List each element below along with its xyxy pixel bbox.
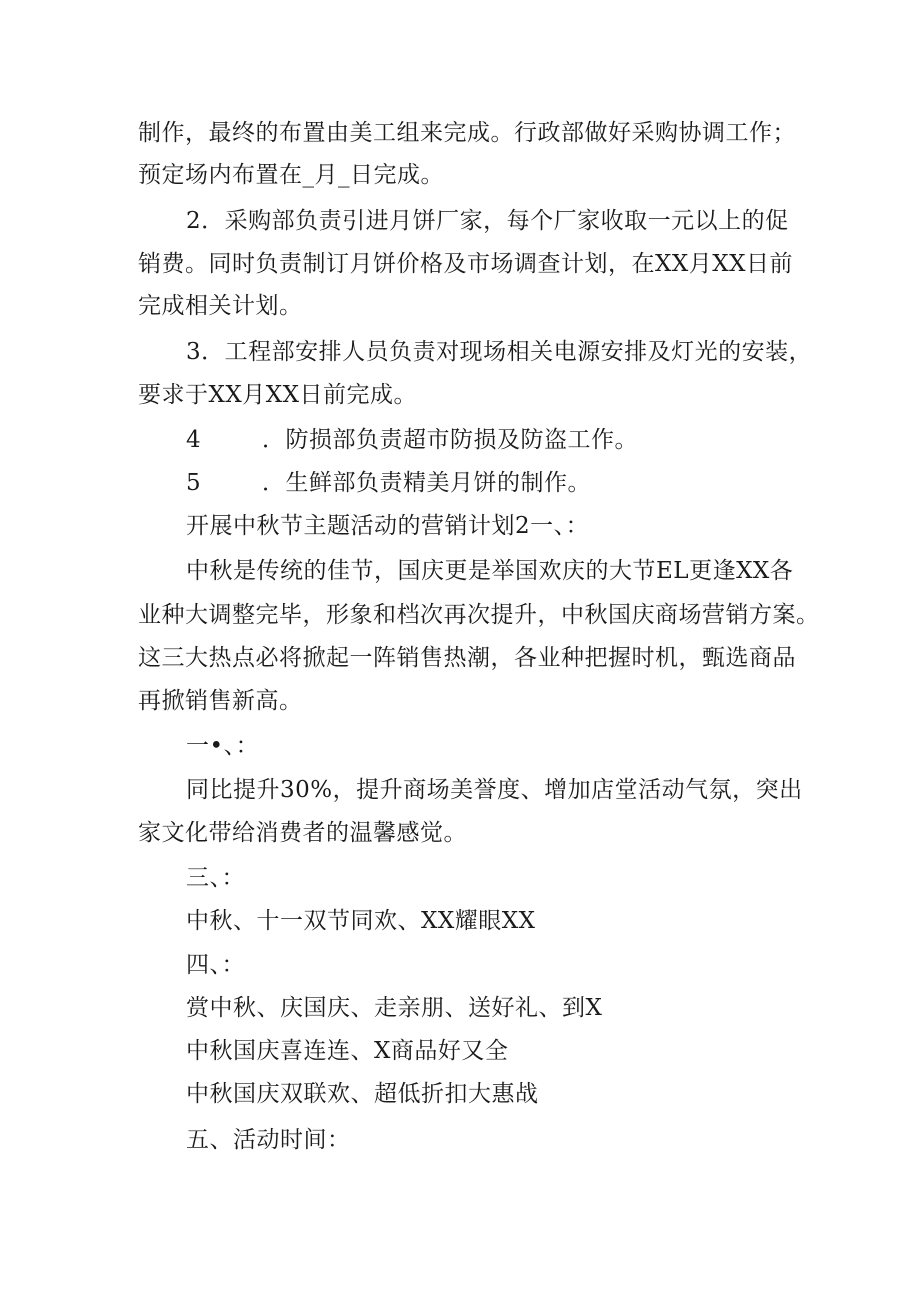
list-item-4 [186, 425, 638, 455]
section-heading: 开展中秋节主题活动的营销计划2一、： [186, 513, 590, 539]
list-number: 4 [186, 427, 202, 453]
list-item-3: 3．工程部安排人员负责对现场相关电源安排及灯光的安装， [186, 339, 813, 365]
section-heading: 四、： [186, 952, 245, 978]
paragraph-line: 销费。同时负责制订月饼价格及市场调查计划，在XX月XX日前 [138, 251, 793, 277]
list-item-5 [186, 468, 591, 498]
paragraph-line: 中秋是传统的佳节，国庆更是举国欢庆的大节EL更逢XX各 [186, 558, 794, 584]
paragraph-line: 赏中秋、庆国庆、走亲朋、送好礼、到X [186, 995, 603, 1021]
paragraph-line: 完成相关计划。 [138, 293, 303, 319]
paragraph-line: 中秋国庆双联欢、超低折扣大惠战 [186, 1081, 539, 1107]
list-item-text: ．防损部负责超市防损及防盗工作。 [262, 427, 638, 453]
section-heading: 一•、： [186, 733, 260, 759]
list-item-2: 2．采购部负责引进月饼厂家，每个厂家收取一元以上的促 [186, 208, 789, 234]
paragraph-line: 业种大调整完毕，形象和档次再次提升，中秋国庆商场营销方案。 [138, 602, 820, 628]
section-heading: 三、： [186, 865, 245, 891]
paragraph-line: 家文化带给消费者的温馨感觉。 [138, 820, 467, 846]
paragraph-line: 制作，最终的布置由美工组来完成。行政部做好采购协调工作； [138, 120, 796, 146]
list-number: 5 [186, 470, 202, 496]
section-heading: 五、活动时间： [186, 1127, 351, 1153]
paragraph-line: 中秋国庆喜连连、X商品好又全 [186, 1038, 509, 1064]
paragraph-line: 中秋、十一双节同欢、XX耀眼XX [186, 908, 536, 934]
list-item-text: ．生鲜部负责精美月饼的制作。 [262, 470, 591, 496]
paragraph-line: 这三大热点必将掀起一阵销售热潮，各业种把握时机，甄选商品 [138, 645, 796, 671]
paragraph-line: 同比提升30%，提升商场美誉度、增加店堂活动气氛，突出 [186, 777, 803, 803]
paragraph-line: 要求于XX月XX日前完成。 [138, 382, 417, 408]
paragraph-line: 预定场内布置在_月_日完成。 [138, 162, 444, 188]
paragraph-line: 再掀销售新高。 [138, 688, 303, 714]
